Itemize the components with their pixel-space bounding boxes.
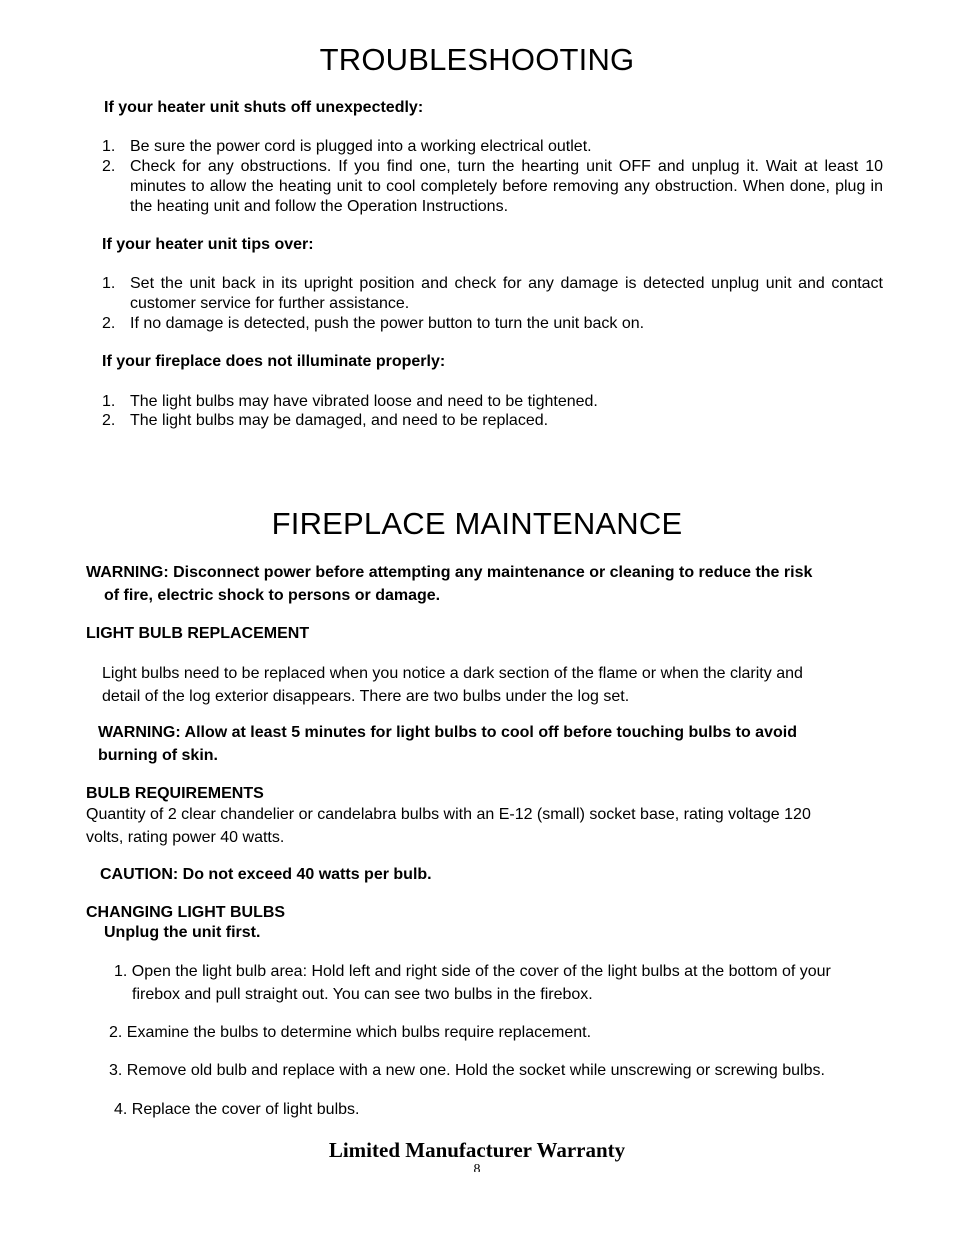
list-item: If no damage is detected, push the power button to turn the unit back on.: [130, 315, 645, 332]
section-heading-tips-over: If your heater unit tips over:: [102, 236, 314, 253]
list-number: 1.: [102, 275, 116, 292]
section-heading-shuts-off: If your heater unit shuts off unexpectedly:: [104, 99, 424, 116]
list-number: 2.: [102, 315, 116, 332]
troubleshooting-title: TROUBLESHOOTING: [319, 42, 635, 77]
changing-bulbs-heading: CHANGING LIGHT BULBS: [86, 904, 286, 921]
warning-disconnect-power-cont: of fire, electric shock to persons or damage.: [104, 587, 441, 604]
step-item: 2. Examine the bulbs to determine which bulbs require replacement.: [109, 1024, 592, 1041]
section-heading-illuminate: If your fireplace does not illuminate properly:: [102, 353, 446, 370]
warning-bulb-cool-cont: burning of skin.: [98, 747, 218, 764]
warranty-title: Limited Manufacturer Warranty: [328, 1138, 626, 1162]
step-item: 3. Remove old bulb and replace with a new one. Hold the socket while unscrewing or screwing bulbs.: [109, 1062, 825, 1079]
bulb-requirements-text-cont: volts, rating power 40 watts.: [86, 829, 285, 846]
bulb-replacement-text-cont: detail of the log exterior disappears. There are two bulbs under the log set.: [102, 688, 630, 705]
step-item: 4. Replace the cover of light bulbs.: [114, 1101, 360, 1118]
list-number: 2.: [102, 412, 116, 429]
bulb-requirements-heading: BULB REQUIREMENTS: [86, 785, 264, 802]
list-number: 2.: [102, 158, 116, 175]
step-item-cont: firebox and pull straight out. You can see two bulbs in the firebox.: [132, 986, 593, 1003]
list-item: Check for any obstructions. If you find one, turn the hearting unit OFF and unplug it. Wait at least 10 minutes to allow the heating unit to cool completely before removing any obstruction. When done, plug in the heating unit and follow the Operation Instructions.: [130, 158, 883, 215]
bulb-replacement-text: Light bulbs need to be replaced when you notice a dark section of the flame or when the clarity and: [102, 665, 803, 682]
list-item: The light bulbs may have vibrated loose and need to be tightened.: [130, 393, 598, 410]
maintenance-title: FIREPLACE MAINTENANCE: [271, 506, 683, 541]
list-item: The light bulbs may be damaged, and need to be replaced.: [130, 412, 549, 429]
list-number: 1.: [102, 138, 116, 155]
warning-bulb-cool: WARNING: Allow at least 5 minutes for light bulbs to cool off before touching bulbs to avoid: [98, 724, 797, 741]
list-item: Be sure the power cord is plugged into a working electrical outlet.: [130, 138, 592, 155]
list-item: Set the unit back in its upright position and check for any damage is detected unplug unit and contact customer service for further assistance.: [130, 275, 883, 312]
bulb-requirements-text: Quantity of 2 clear chandelier or candelabra bulbs with an E-12 (small) socket base, rating voltage 120: [86, 806, 811, 823]
warning-disconnect-power: WARNING: Disconnect power before attempting any maintenance or cleaning to reduce the risk: [86, 564, 813, 581]
unplug-note: Unplug the unit first.: [104, 924, 261, 941]
caution-wattage: CAUTION: Do not exceed 40 watts per bulb.: [100, 866, 432, 883]
bulb-replacement-heading: LIGHT BULB REPLACEMENT: [86, 625, 310, 642]
page-number: 8: [473, 1162, 481, 1172]
list-number: 1.: [102, 393, 116, 410]
step-item: 1. Open the light bulb area: Hold left and right side of the cover of the light bulbs at the bottom of your: [114, 963, 831, 980]
